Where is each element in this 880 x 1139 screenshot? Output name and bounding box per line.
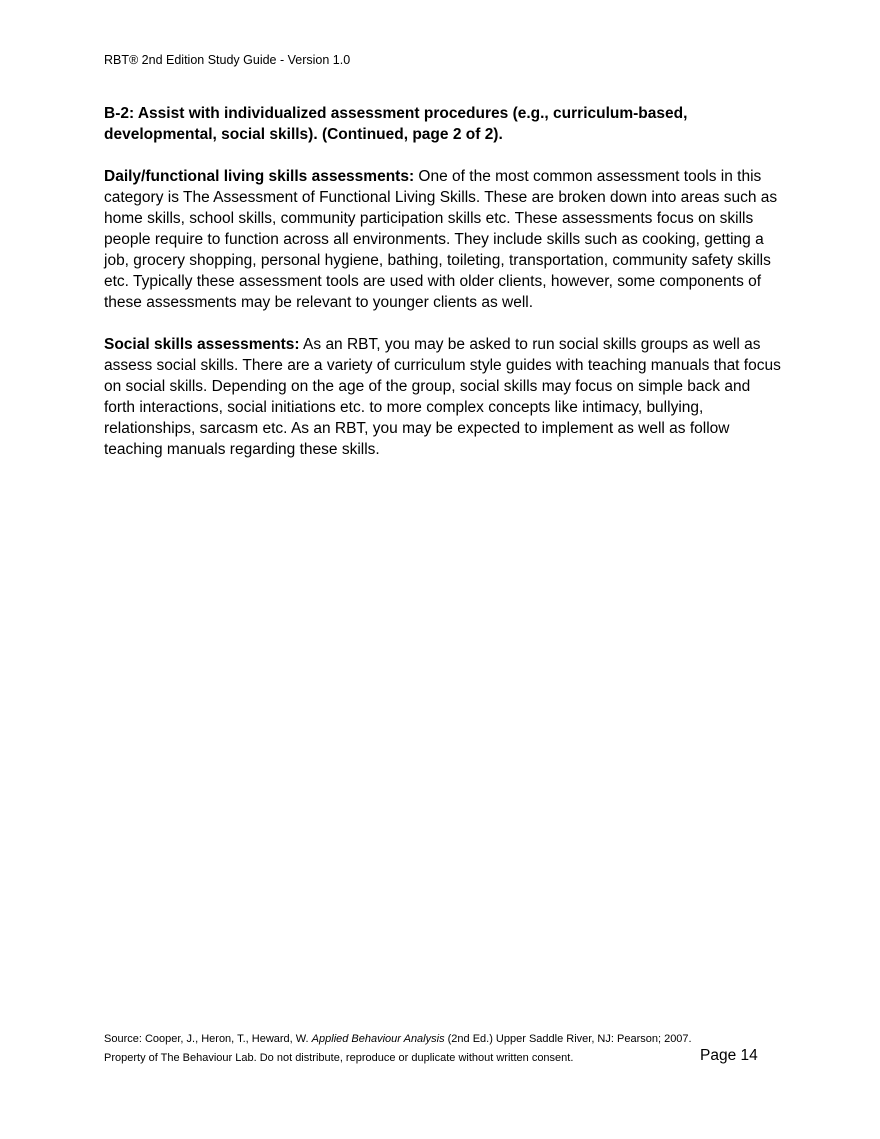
running-header: RBT® 2nd Edition Study Guide - Version 1.0 bbox=[104, 53, 351, 67]
source-book-title: Applied Behaviour Analysis bbox=[311, 1033, 445, 1045]
paragraph-body: One of the most common assessment tools in this category is The Assessment of Functional Living Skills. These are broken down into areas such as home skills, school skills, community participation skills etc. These assessments focus on skills people require to function across all environments. They include skills such as cooking, getting a job, grocery shopping, personal hygiene, bathing, toileting, transportation, community safety skills etc. Typically these assessment tools are used with older clients, however, some components of these assessments may be relevant to younger clients as well. bbox=[104, 168, 778, 311]
section-title: B-2: Assist with individualized assessment procedures (e.g., curriculum-based, developmental, social skills). (Continued, page 2 of 2). bbox=[104, 105, 688, 143]
source-citation-prefix: Source: Cooper, J., Heron, T., Heward, W. bbox=[104, 1033, 312, 1045]
paragraph-social-skills bbox=[104, 334, 784, 460]
source-citation bbox=[104, 1031, 764, 1047]
source-citation-suffix: (2nd Ed.) Upper Saddle River, NJ: Pearson; 2007. bbox=[444, 1033, 692, 1045]
page-number: Page 14 bbox=[700, 1047, 758, 1064]
paragraph-body: As an RBT, you may be asked to run social skills groups as well as assess social skills. There are a variety of curriculum style guides with teaching manuals that focus on social skills. Depending on the age of the group, social skills may focus on simple back and forth interactions, social initiations etc. to more complex concepts like intimacy, bullying, relationships, sarcasm etc. As an RBT, you may be expected to implement as well as follow teaching manuals regarding these skills. bbox=[104, 336, 781, 458]
page-footer bbox=[104, 1031, 764, 1067]
paragraph-lead: Daily/functional living skills assessments: bbox=[104, 168, 415, 185]
paragraph-daily-living-skills bbox=[104, 166, 784, 313]
property-notice: Property of The Behaviour Lab. Do not distribute, reproduce or duplicate without written consent. bbox=[104, 1052, 574, 1064]
main-content bbox=[104, 103, 784, 481]
footer-bottom-line bbox=[104, 1047, 764, 1067]
paragraph-lead: Social skills assessments: bbox=[104, 336, 300, 353]
